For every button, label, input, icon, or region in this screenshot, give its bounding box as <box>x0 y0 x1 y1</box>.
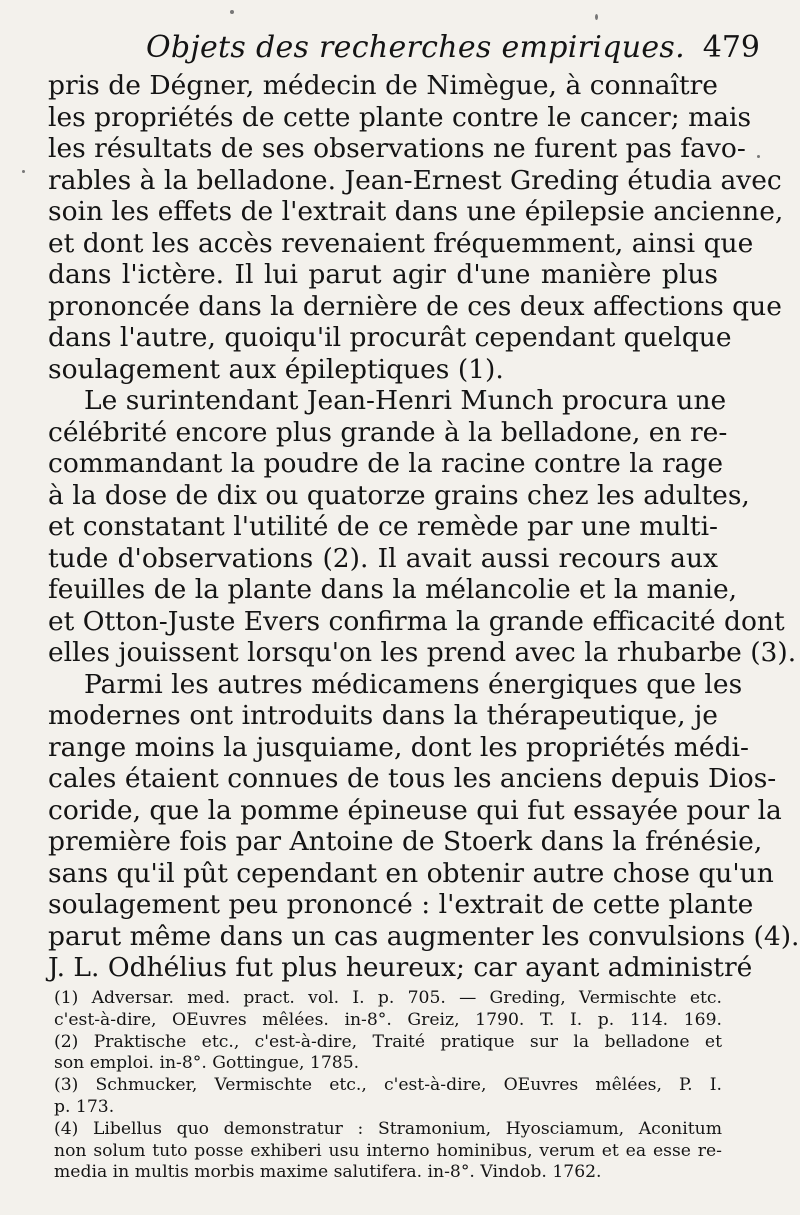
running-title: Objets des recherches empiriques. <box>146 30 685 65</box>
text-line: commandant la poudre de la racine contre la rage <box>48 448 724 479</box>
text-line: parut même dans un cas augmenter les convulsions (4). <box>48 920 800 952</box>
footnote-line: (3) Schmucker, Vermischte etc., c'est-à-dire, OEuvres mêlées, P. I. <box>54 1075 722 1096</box>
text-line: range moins la jusquiame, dont les propriétés médi- <box>48 731 749 763</box>
text-line: à la dose de dix ou quatorze grains chez les adultes, <box>48 479 750 511</box>
footnotes <box>54 988 722 1184</box>
text-line: première fois par Antoine de Stoerk dans la frénésie, <box>48 826 763 857</box>
text-line: célébrité encore plus grande à la belladone, en re- <box>48 416 728 448</box>
footnote-line: media in multis morbis maxime salutifera. in-8°. Vindob. 1762. <box>54 1162 602 1183</box>
text-line: et Otton-Juste Evers confirma la grande efficacité dont <box>48 605 785 637</box>
text-line: Le surintendant Jean-Henri Munch procura une <box>84 385 727 416</box>
text-line: les résultats de ses observations ne furent pas favo- <box>48 133 746 164</box>
text-line: dans l'ictère. Il lui parut agir d'une manière plus <box>48 259 718 290</box>
text-line: feuilles de la plante dans la mélancolie et la manie, <box>48 574 738 605</box>
page-number: 479 <box>702 30 760 65</box>
footnote-line: non solum tuto posse exhiberi usu interno hominibus, verum et ea esse re- <box>54 1140 722 1161</box>
paper-speck <box>22 170 25 173</box>
text-line: prononcée dans la dernière de ces deux affections que <box>48 290 782 322</box>
page-header <box>140 30 780 70</box>
text-line: dans l'autre, quoiqu'il procurât cependant quelque <box>48 322 732 353</box>
text-line: modernes ont introduits dans la thérapeutique, je <box>48 700 718 731</box>
text-line: et dont les accès revenaient fréquemment, ainsi que <box>48 227 754 259</box>
text-line: rables à la belladone. Jean-Ernest Greding étudia avec <box>48 164 782 196</box>
text-line: soulagement peu prononcé : l'extrait de cette plante <box>48 889 754 920</box>
footnote-line: (2) Praktische etc., c'est-à-dire, Traité pratique sur la belladone et <box>54 1031 722 1052</box>
text-line: les propriétés de cette plante contre le cancer; mais <box>48 101 752 133</box>
paper-speck <box>595 14 598 20</box>
text-line: cales étaient connues de tous les anciens depuis Dios- <box>48 763 777 794</box>
text-line: pris de Dégner, médecin de Nimègue, à connaître <box>48 70 718 101</box>
text-line: J. L. Odhélius fut plus heureux; car ayant administré <box>48 952 753 983</box>
text-line: soin les effets de l'extrait dans une épilepsie ancienne, <box>48 196 784 227</box>
text-line: tude d'observations (2). Il avait aussi recours aux <box>48 542 718 574</box>
text-line: coride, que la pomme épineuse qui fut essayée pour la <box>48 794 782 826</box>
text-line: Parmi les autres médicamens énergiques que les <box>84 668 743 700</box>
footnote-line: son emploi. in-8°. Gottingue, 1785. <box>54 1053 360 1074</box>
footnote-line: p. 173. <box>54 1096 115 1117</box>
footnote-line: c'est-à-dire, OEuvres mêlées. in-8°. Greiz, 1790. T. I. p. 114. 169. <box>54 1009 722 1030</box>
text-line: sans qu'il pût cependant en obtenir autre chose qu'un <box>48 857 774 889</box>
paper-speck <box>757 155 760 158</box>
text-line: et constatant l'utilité de ce remède par une multi- <box>48 511 719 542</box>
text-line: elles jouissent lorsqu'on les prend avec la rhubarbe (3). <box>48 637 797 668</box>
body-text <box>48 70 800 984</box>
paper-speck <box>230 10 234 14</box>
footnote-line: (4) Libellus quo demonstratur : Stramonium, Hyosciamum, Aconitum <box>54 1118 722 1139</box>
text-line: soulagement aux épileptiques (1). <box>48 353 504 385</box>
footnote-line: (1) Adversar. med. pract. vol. I. p. 705. — Greding, Vermischte etc. <box>54 988 722 1008</box>
